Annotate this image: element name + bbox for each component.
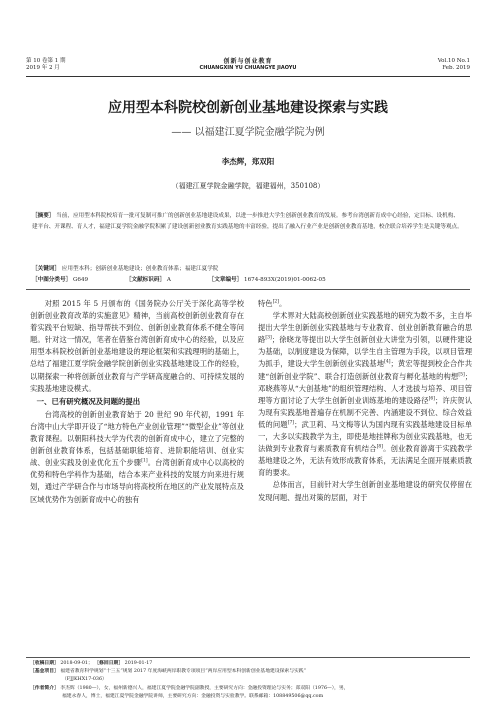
body-paragraph: 学术界对大陆高校创新创业实践基地的研究为数不多，主自毕提出大学生创新创业实践基地与专业教育、创业创新教育融合的思路[3]；徐晓龙等提出以大学生创新创业大讲堂为引领，以硬件建设为基础，以制度建设为保障，以学生自主管理为手段，以项目管理为抓手，建设大学生创新创业实践基地[4]；黄宏等提到校企合作共建“创新创业学院”、联合打造创新创业教育与孵化基地的构想[5]；邓晓燕等从“大创基地”的组织管理结构、人才选拔与培养、项目管理等方面讨论了大学生创新创业训练基地的建设路径[6]；许庆贺认为现有实践基地普遍存在机制不完善、内涵建设不到位、综合效益低的问题[7]；武卫莉、马文梅等认为国内现有实践基地建设目标单一，大多以实践教学为主，即使是地挂牌称为创业实践基地，也无法做到专业教育与素质教育有机结合[8]。创业教育游离于实践教学基地建设之外，无法有效形成教育体系，无法满足全面开展素质教育的要求。 (258, 311, 473, 478)
body-column-right (258, 298, 472, 504)
clc-code: ［中图分类号］ G649 (32, 277, 89, 283)
footnote-fund-code: （FJJKHX17-036） (62, 677, 107, 683)
running-header-center (0, 58, 496, 72)
volume-issue-en: Vol.10 No.1 (437, 58, 470, 64)
meta-divider (26, 289, 470, 290)
body-paragraph: 特色[2]。 (258, 299, 287, 308)
citation-ref[interactable]: [6] (428, 396, 436, 402)
citation-ref[interactable]: [2] (272, 299, 279, 305)
journal-name-en: CHUANGXIN YU CHUANGYE JIAOYU (199, 65, 297, 71)
footnotes (30, 660, 466, 701)
author-names: 李杰辉，郑双阳 (221, 157, 275, 166)
journal-name-cn: 创新与创业教育 (223, 58, 273, 65)
citation-ref[interactable]: [7] (287, 420, 295, 426)
header-divider (26, 76, 470, 77)
issue-date-en: Feb. 2019 (442, 65, 470, 71)
abstract-label: ［摘要］ (32, 213, 55, 219)
issue-date: 2019 年 2 月 (26, 65, 60, 71)
body-paragraph: 总体而言，目前针对大学生创新创业基地建设的研究仅停留在发现问题、提出对策的层面，对于 (258, 480, 472, 502)
article-subtitle: —— 以福建江夏学院金融学院为例 (171, 127, 325, 138)
article-title: 应用型本科院校创新创业基地建设探索与实践 (108, 100, 388, 116)
keywords-label: ［关键词］ (32, 266, 60, 272)
citation-ref[interactable]: [4] (384, 360, 391, 366)
keywords (32, 264, 464, 275)
footnote-author-cont: 福建永春人，博士，福建江夏学院金融学院讲师，主要研究方向：金融投资与实验教学。联系邮箱：108849506@qq.com (62, 693, 324, 699)
running-header-right (438, 58, 470, 72)
classification-line (32, 275, 464, 286)
body-paragraph: 对照 2015 年 5 月颁布的《国务院办公厅关于深化高等学校创新创业教育改革的实施意见》精神，当前高校创新创业教育存在着实践平台短缺、指导帮扶不到位、创新创业教育体系不健全等问题。针对这一情况，笔者在借鉴台湾创新育成中心的经验，以及应用型本科院校创新创业基地建设的理论框架和实践理明的基础上，总结了福建江夏学院金融学院创新创业实践基地建设工作的经验，以期探索一种将创新创业教育与产学研高度融合的、可持续发展的实践基地建设模式。 (30, 299, 244, 393)
footnote-author: ［作者简介］ 李杰辉（1980—），女，福州新德兴人，福建江夏学院金融学院副教授，主要研究方向：金融投资理论与实务；郑双阳（1976—），男， (30, 685, 349, 691)
footnote-dates: ［收稿日期］ 2018-09-01； ［修回日期］ 2019-01-17 (30, 661, 153, 666)
footnote-fund: ［基金项目］ 福建省教育科学规划“十三五”规划 2017 年度海峡两岸职教专项项目“两岸应用型本科创新创业基地建设探索与实践” (30, 669, 307, 675)
citation-ref[interactable]: [5] (458, 372, 465, 378)
body-column-left (30, 298, 244, 506)
citation-ref[interactable]: [1] (141, 458, 148, 464)
article-number: ［文章编号］ 1674-893X(2019)01-0062-05 (208, 277, 326, 283)
document-code: ［文献标识码］ A (125, 277, 171, 283)
citation-ref[interactable]: [8] (376, 444, 384, 450)
footnote-divider (26, 657, 470, 658)
section-heading: 一、已有研究概况及问题的提出 (36, 396, 141, 406)
abstract-text: 当前，应用型本科院校培育一批可复制可推广的创新创业基地建设成果，以进一步推进大学生创新创业教育的发展。参考台湾创新育成中心经验，定目标、设机构、建平台、开课程、育人才，福建江夏学院金融学院积累了建设创新创业教育实践基地的丰富经验，提出了融入行业产业是创新创业教育基地，校企联合培养学生是关键等观点。 (32, 213, 463, 230)
keywords-text: 应用型本科；创新创业基地建设；创业教育体系；福建江夏学院 (61, 266, 219, 272)
author-affiliation: （福建江夏学院金融学院，福建福州，350108） (171, 182, 325, 190)
body-paragraph: 台湾高校的创新创业教育始于 20 世纪 90 年代初，1991 年台湾中山大学即开设了“地方特色产业创业管理”“微型企业”等创业教育课程。以朝阳科技大学为代表的创新育成中心，建立了完整的创新创业教育体系，包括基础职能培育、进阶职能培训、创业实战、创业实践及创业优化五个步骤[1]。台湾创新育成中心以高校的优势和特色学科作为基础，结合本来产业科技的发展方向来进行规划，通过产学研合作与市场导向将高校所在地区的产业发展特点及区域优势作为创新育成中心的独有 (30, 409, 245, 504)
abstract (32, 211, 464, 232)
volume-issue: 第 10 卷第 1 期 (26, 58, 66, 64)
citation-ref[interactable]: [3] (265, 335, 272, 341)
